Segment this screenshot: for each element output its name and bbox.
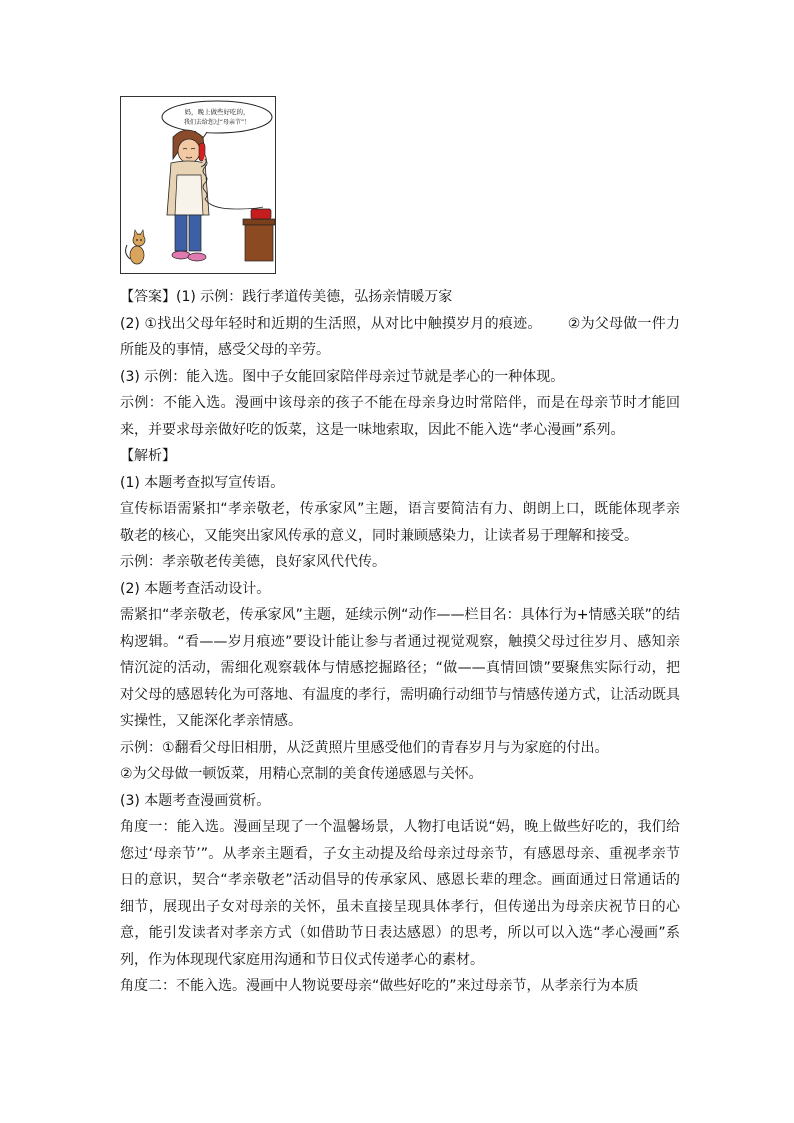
cartoon-drawing xyxy=(121,97,275,273)
table xyxy=(243,219,275,225)
phone-cord xyxy=(203,159,263,209)
answer-line-2 xyxy=(120,311,680,364)
speech-bubble xyxy=(162,101,272,133)
analysis-q1-example: 示例：孝亲敬老传美德，良好家风代代传。 xyxy=(120,554,386,570)
answer-q2-part1: (2) ①找出父母年轻时和近期的生活照，从对比中触摸岁月的痕迹。 xyxy=(120,315,542,332)
person-face xyxy=(178,139,200,163)
answer-q3: (3) 示例：能入选。图中子女能回家陪伴母亲过节就是孝心的一种体现。 xyxy=(120,368,565,385)
answer-line-1 xyxy=(120,284,680,311)
analysis-q2-example-2: ②为父母做一顿饭菜，用精心烹制的美食传递感恩与关怀。 xyxy=(120,766,483,782)
speech-line-1: 妈，晚上做些好吃的， xyxy=(184,108,250,116)
answer-q1: (1) 示例：践行孝道传美德，弘扬亲情暖万家 xyxy=(176,289,453,305)
analysis-q2-title: (2) 本题考查活动设计。 xyxy=(120,580,271,597)
analysis-heading: 【解析】 xyxy=(120,448,176,464)
answer-analysis-text xyxy=(120,284,680,1000)
answer-q3-alt: 示例：不能入选。漫画中该母亲的孩子不能在母亲身边时常陪伴，而是在母亲节时才能回来，并要求母亲做好吃的饭菜，这是一味地索取，因此不能入选“孝心漫画”系列。 xyxy=(120,395,680,438)
cat-icon xyxy=(130,246,144,264)
analysis-q3-angle-1: 角度一：能入选。漫画呈现了一个温馨场景，人物打电话说“妈，晚上做些好吃的，我们给您过‘母亲节’”。从孝亲主题看，子女主动提及给母亲过母亲节，有感恩母亲、重视孝亲节日的意识，契合“孝亲敬老”活动倡导的传承家风、感恩长辈的理念。画面通过日常通话的细节，展现出子女对母亲的关怀，虽未直接呈现具体孝行，但传递出为母亲庆祝节日的心意，能引发读者对孝亲方式（如借助节日表达感恩）的思考，所以可以入选“孝心漫画”系列，作为体现现代家庭用沟通和节日仪式传递孝心的素材。 xyxy=(120,819,680,968)
phone-base-icon xyxy=(251,209,271,219)
analysis-q2-example-1: 示例：①翻看父母旧相册，从泛黄照片里感受他们的青春岁月与为家庭的付出。 xyxy=(120,739,609,756)
answer-q2-part2: ②为父母做一件力所能及的事情，感受父母的辛劳。 xyxy=(120,315,680,358)
analysis-q1-body: 宣传标语需紧扣“孝亲敬老，传承家风”主题，语言要简洁有力、朗朗上口，既能体现孝亲敬老的核心，又能突出家风传承的意义，同时兼顾感染力，让读者易于理解和接受。 xyxy=(120,501,680,544)
analysis-q2-body: 需紧扣“孝亲敬老，传承家风”主题，延续示例“动作——栏目名：具体行为+情感关联”的结构逻辑。“看——岁月痕迹”要设计能让参与者通过视觉观察，触摸父母过往岁月、感知亲情沉淀的活动，需细化观察载体与情感挖掘路径；“做——真情回馈”要聚焦实际行动，把对父母的感恩转化为可落地、有温度的孝行，需明确行动细节与情感传递方式，让活动既具实操性，又能深化孝亲情感。 xyxy=(120,607,680,729)
analysis-q3-angle-2: 角度二：不能入选。漫画中人物说要母亲“做些好吃的”来过母亲节，从孝亲行为本质 xyxy=(120,978,639,994)
analysis-q3-title: (3) 本题考查漫画赏析。 xyxy=(120,792,271,809)
analysis-q1-title: (1) 本题考查拟写宣传语。 xyxy=(120,474,285,491)
cartoon-illustration xyxy=(120,96,276,274)
speech-line-2: 我们去给您过“母亲节”！ xyxy=(183,119,251,126)
answer-heading: 【答案】 xyxy=(120,289,176,305)
